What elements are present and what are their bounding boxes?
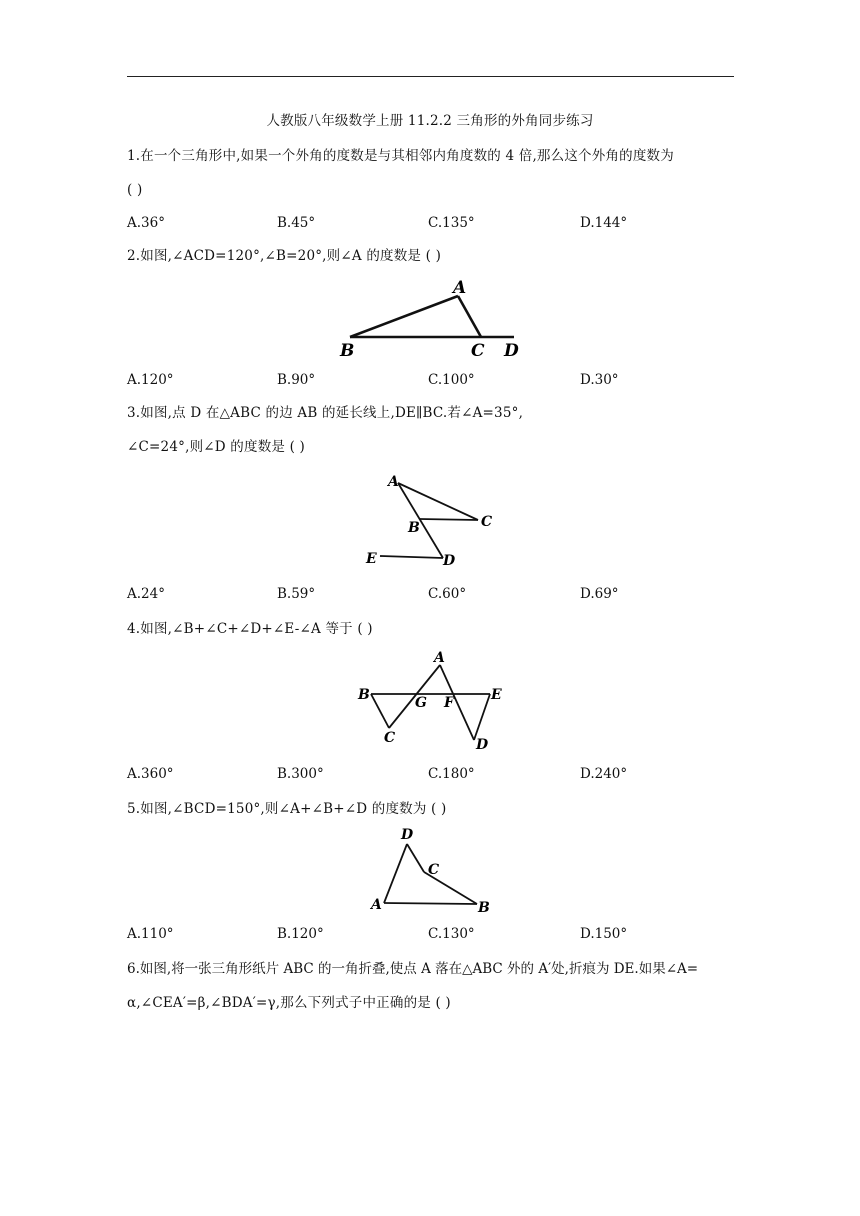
q3-option-c: C.60° xyxy=(428,586,467,602)
label-a: A xyxy=(388,474,399,490)
q4-option-a: A.360° xyxy=(127,766,174,782)
q2-option-b: B.90° xyxy=(277,372,316,388)
label-d: D xyxy=(443,553,456,569)
label-b: B xyxy=(358,687,370,703)
q3-option-a: A.24° xyxy=(127,586,165,602)
question-6-stem-line2: α,∠CEA′=β,∠BDA′=γ,那么下列式子中正确的是 ( ) xyxy=(127,995,451,1011)
label-c: C xyxy=(481,514,493,530)
label-g: G xyxy=(415,695,427,711)
q5-option-a: A.110° xyxy=(127,926,174,942)
label-a: A xyxy=(453,278,467,298)
q1-option-a: A.36° xyxy=(127,215,165,231)
label-a: A xyxy=(434,650,445,666)
label-b: B xyxy=(408,520,420,536)
label-e: E xyxy=(366,551,377,567)
q4-option-d: D.240° xyxy=(580,766,628,782)
question-1-stem: 1.在一个三角形中,如果一个外角的度数是与其相邻内角度数的 4 倍,那么这个外角的度数为 xyxy=(127,148,674,164)
q1-option-b: B.45° xyxy=(277,215,316,231)
label-c: C xyxy=(428,862,440,878)
question-4-stem: 4.如图,∠B+∠C+∠D+∠E-∠A 等于 ( ) xyxy=(127,621,373,637)
q2-option-a: A.120° xyxy=(127,372,174,388)
question-3-stem-line2: ∠C=24°,则∠D 的度数是 ( ) xyxy=(127,439,306,455)
label-b: B xyxy=(340,341,355,361)
question-2-stem: 2.如图,∠ACD=120°,∠B=20°,则∠A 的度数是 ( ) xyxy=(127,248,442,264)
q5-option-c: C.130° xyxy=(428,926,475,942)
q5-option-d: D.150° xyxy=(580,926,628,942)
page-title: 人教版八年级数学上册 11.2.2 三角形的外角同步练习 xyxy=(266,113,594,129)
question-5-stem: 5.如图,∠BCD=150°,则∠A+∠B+∠D 的度数为 ( ) xyxy=(127,801,447,817)
label-d: D xyxy=(401,827,414,843)
q3-option-d: D.69° xyxy=(580,586,619,602)
question-6-stem-line1: 6.如图,将一张三角形纸片 ABC 的一角折叠,使点 A 落在△ABC 外的 A′处,折痕为 DE.如果∠A= xyxy=(127,961,699,977)
q2-option-d: D.30° xyxy=(580,372,619,388)
label-c: C xyxy=(471,341,485,361)
label-e: E xyxy=(491,687,502,703)
q1-option-d: D.144° xyxy=(580,215,628,231)
label-b: B xyxy=(478,900,490,916)
label-d: D xyxy=(476,737,489,753)
line-dc xyxy=(407,844,424,872)
q3-option-b: B.59° xyxy=(277,586,316,602)
q2-option-c: C.100° xyxy=(428,372,475,388)
line-ad xyxy=(384,844,407,903)
label-c: C xyxy=(384,730,396,746)
q5-option-b: B.120° xyxy=(277,926,324,942)
line-ab xyxy=(384,903,477,904)
question-3-stem-line1: 3.如图,点 D 在△ABC 的边 AB 的延长线上,DE∥BC.若∠A=35°, xyxy=(127,405,524,421)
q1-option-c: C.135° xyxy=(428,215,475,231)
label-f: F xyxy=(444,695,454,711)
q4-option-c: C.180° xyxy=(428,766,475,782)
question-1-blank: ( ) xyxy=(127,182,143,198)
q4-option-b: B.300° xyxy=(277,766,324,782)
label-d: D xyxy=(504,341,519,361)
label-a: A xyxy=(371,897,382,913)
